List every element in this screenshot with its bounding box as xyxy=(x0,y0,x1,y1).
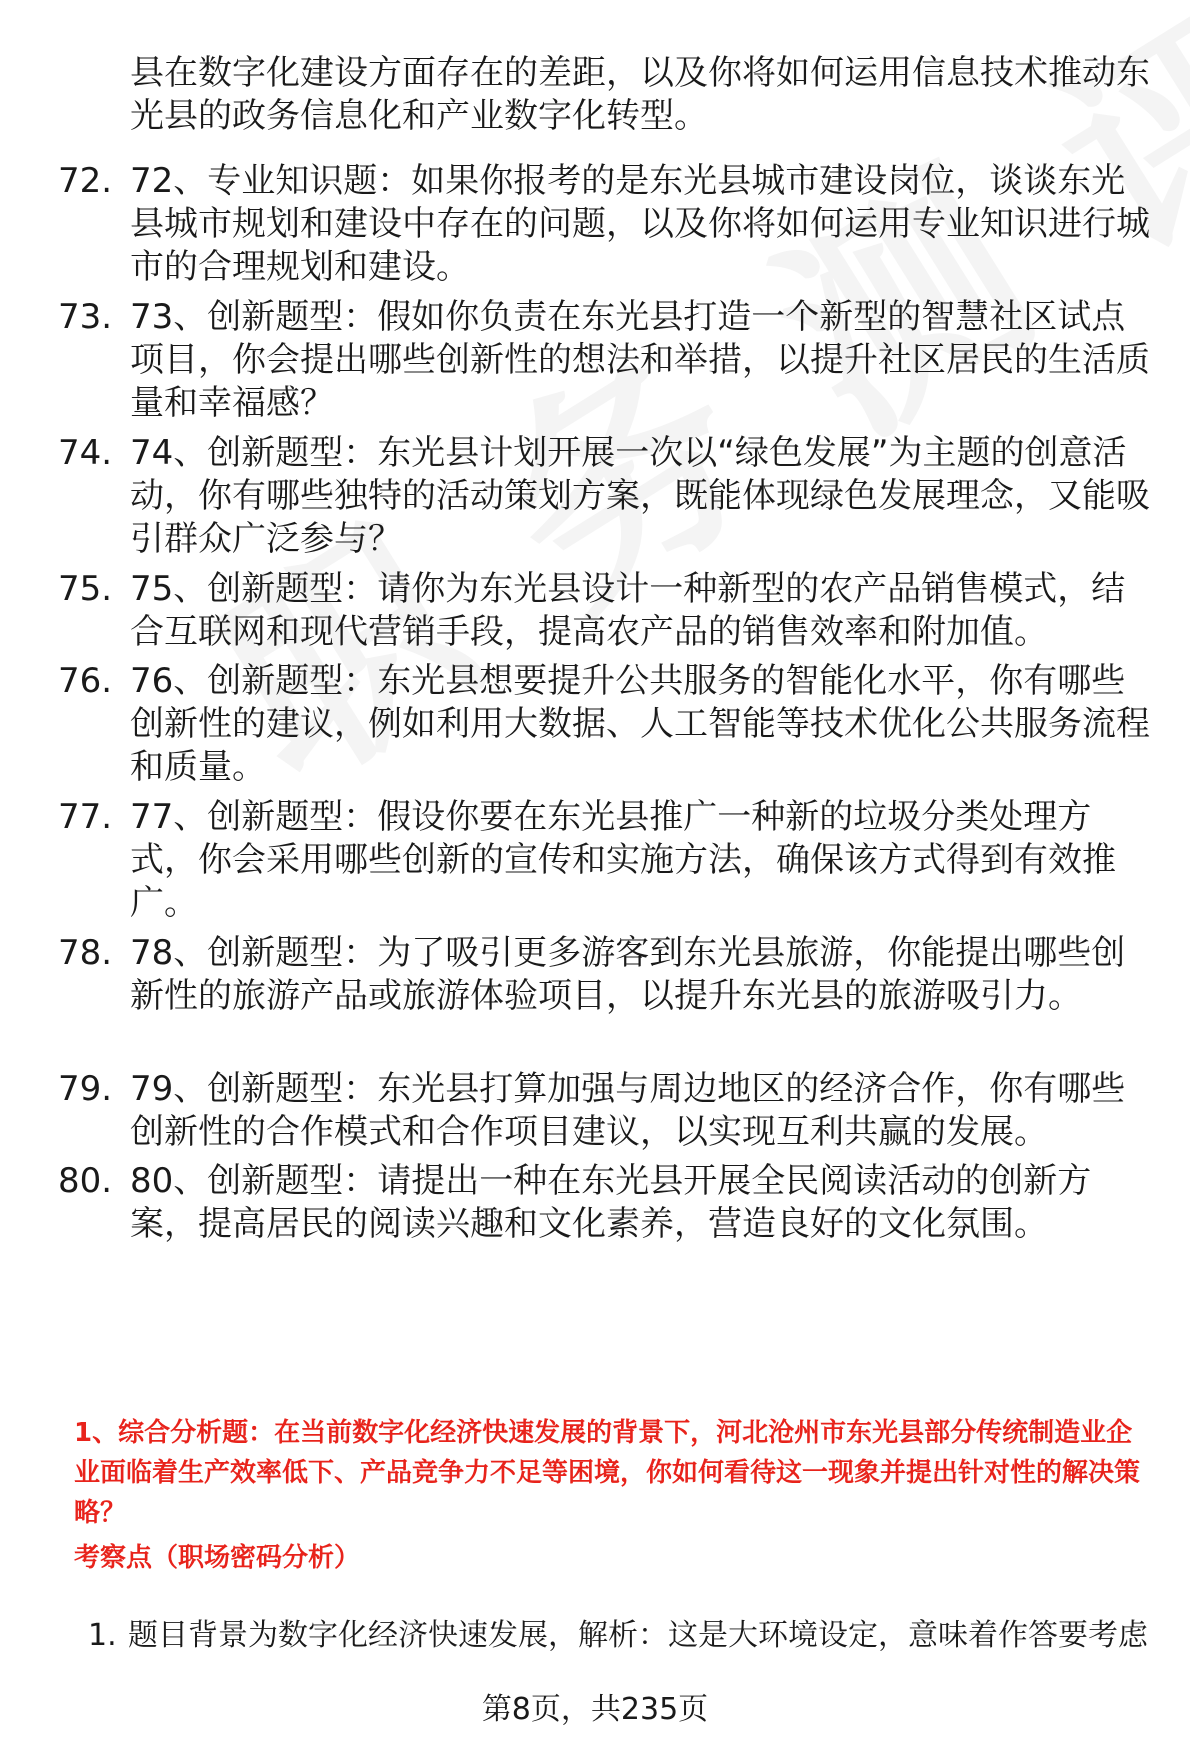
item-number: 77. xyxy=(58,797,113,837)
item-number: 74. xyxy=(58,433,113,473)
item-text: 77、创新题型：假设你要在东光县推广一种新的垃圾分类处理方式，你会采用哪些创新的宣传和实施方法，确保该方式得到有效推广。 xyxy=(130,797,1116,923)
continuation-text: 县在数字化建设方面存在的差距，以及你将如何运用信息技术推动东光县的政务信息化和产业数字化转型。 xyxy=(130,53,1150,136)
item-number: 78. xyxy=(58,933,113,973)
item-number: 1. xyxy=(88,1618,117,1653)
list-item xyxy=(0,932,1190,1072)
item-number: 79. xyxy=(58,1069,113,1109)
item-text: 79、创新题型：东光县打算加强与周边地区的经济合作，你有哪些创新性的合作模式和合作项目建议，以实现互利共赢的发展。 xyxy=(130,1069,1126,1152)
list-item xyxy=(0,432,1190,572)
item-number: 75. xyxy=(58,569,113,609)
item-text: 78、创新题型：为了吸引更多游客到东光县旅游，你能提出哪些创新性的旅游产品或旅游体验项目，以提升东光县的旅游吸引力。 xyxy=(130,933,1126,1016)
analysis-question: 1、综合分析题：在当前数字化经济快速发展的背景下，河北沧州市东光县部分传统制造业企业面临着生产效率低下、产品竞争力不足等困境，你如何看待这一现象并提出针对性的解决策略？ xyxy=(74,1418,1141,1528)
item-number: 80. xyxy=(58,1161,113,1201)
list-item xyxy=(0,796,1190,936)
item-text: 题目背景为数字化经济快速发展，解析：这是大环境设定，意味着作答要考虑 xyxy=(128,1618,1148,1653)
list-item xyxy=(0,296,1190,436)
section-subheading: 考察点（职场密码分析） xyxy=(74,1543,361,1573)
item-text: 75、创新题型：请你为东光县设计一种新型的农产品销售模式，结合互联网和现代营销手段，提高农产品的销售效率和附加值。 xyxy=(130,569,1126,652)
item-text: 72、专业知识题：如果你报考的是东光县城市建设岗位，谈谈东光县城市规划和建设中存在的问题，以及你将如何运用专业知识进行城市的合理规划和建设。 xyxy=(130,161,1150,287)
list-item xyxy=(0,160,1190,300)
item-text: 80、创新题型：请提出一种在东光县开展全民阅读活动的创新方案，提高居民的阅读兴趣和文化素养，营造良好的文化氛围。 xyxy=(130,1161,1092,1244)
list-item xyxy=(0,660,1190,800)
item-number: 72. xyxy=(58,161,113,201)
item-text: 73、创新题型：假如你负责在东光县打造一个新型的智慧社区试点项目，你会提出哪些创新性的想法和举措，以提升社区居民的生活质量和幸福感？ xyxy=(130,297,1150,423)
item-number: 76. xyxy=(58,661,113,701)
item-number: 73. xyxy=(58,297,113,337)
item-text: 76、创新题型：东光县想要提升公共服务的智能化水平，你有哪些创新性的建议，例如利用大数据、人工智能等技术优化公共服务流程和质量。 xyxy=(130,661,1150,787)
list-item xyxy=(0,1160,1190,1300)
item-text: 74、创新题型：东光县计划开展一次以“绿色发展”为主题的创意活动，你有哪些独特的活动策划方案，既能体现绿色发展理念，又能吸引群众广泛参与？ xyxy=(130,433,1150,559)
page-footer: 第8页，共235页 xyxy=(481,1692,709,1727)
